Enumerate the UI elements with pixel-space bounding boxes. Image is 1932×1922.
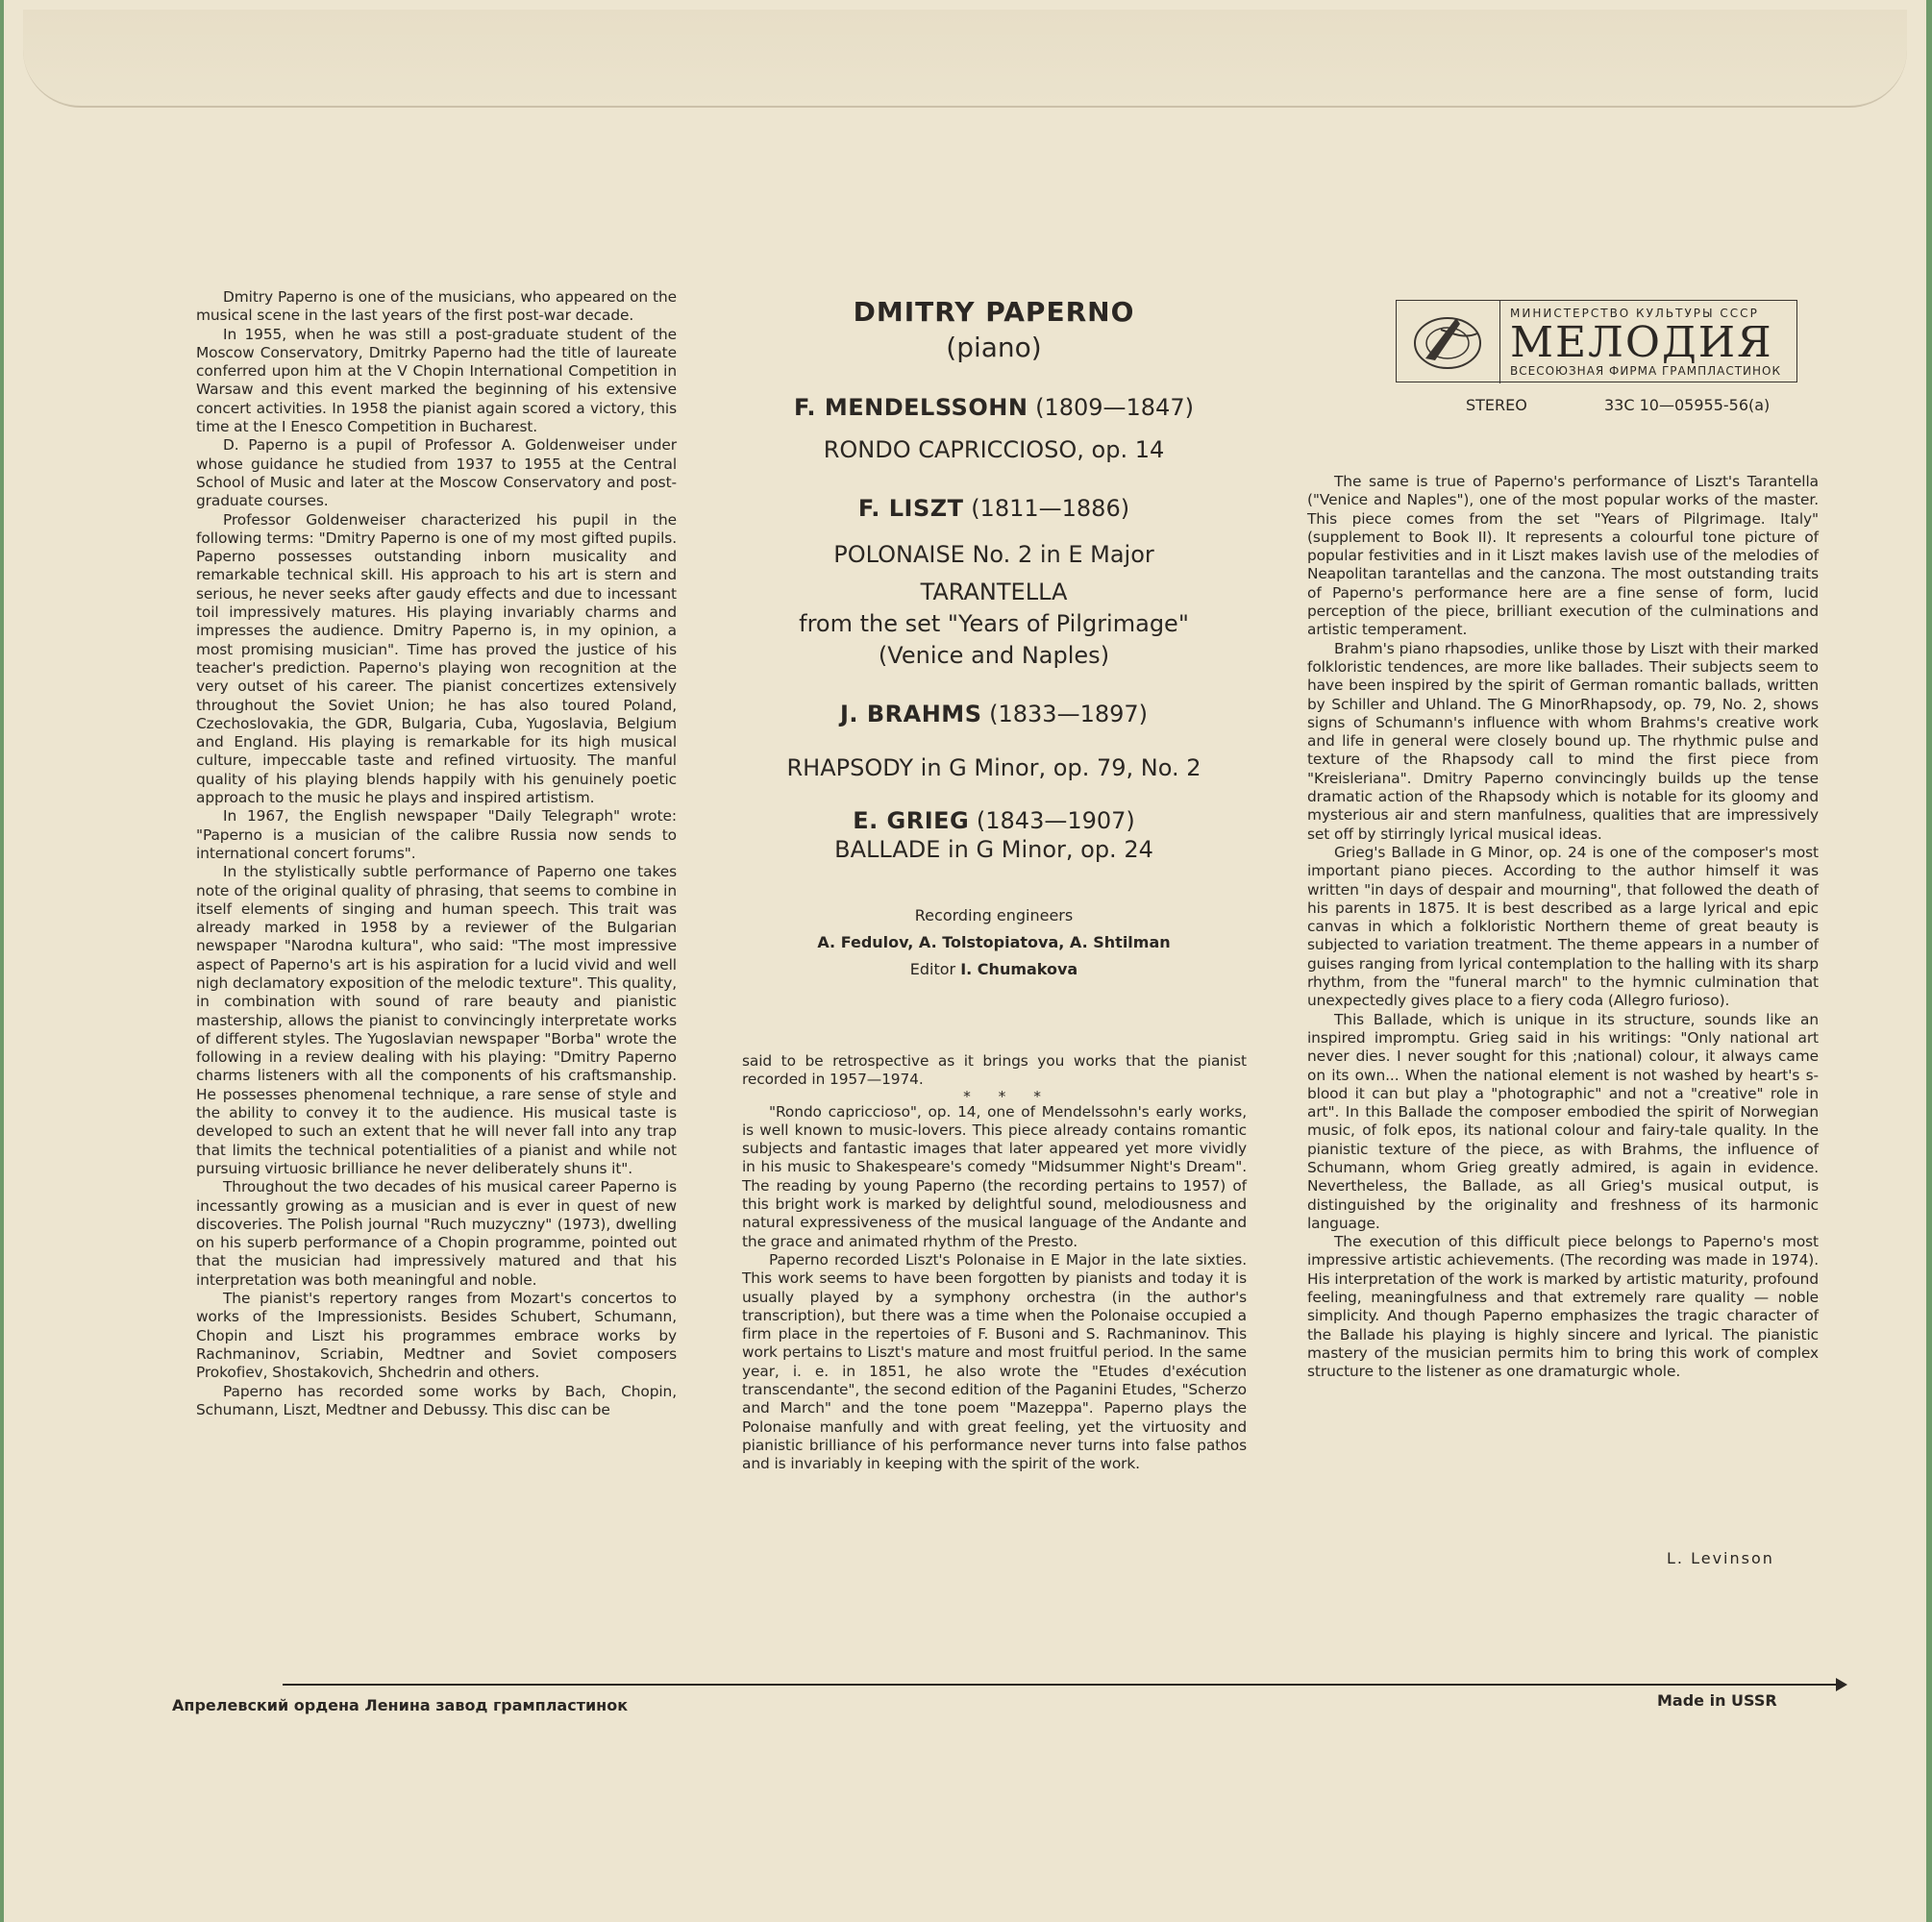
paragraph: Brahm's piano rhapsodies, unlike those by Liszt with their marked folkloristic tendences, are more like ballades. Their subjects seem to have been inspired by the spirit of German romantic ballads, written by Schiller and Uhland. The G MinorRhapsody, op. 79, No. 2, shows signs of Schumann's influence with whom Brahms's creative work and life in general were closely bound up. The rhythmic pulse and texture of the Rhapsody call to mind the first piece from "Kreisleriana". Dmitry Paperno convincingly builds up the tense dramatic action of the Rhapsody which is notable for its gloomy and mysterious air and stern manfulness, qualities that are impressively set off by stirringly lyrical musical ideas.	[1307, 639, 1819, 843]
work-title: TARANTELLA	[920, 579, 1068, 605]
liner-notes-middle-column	[742, 1052, 1247, 1474]
stereo-label: STEREO	[1466, 396, 1527, 414]
recording-credits	[744, 902, 1244, 983]
liner-notes-right-column	[1307, 473, 1819, 1382]
paragraph: Professor Goldenweiser characterized his pupil in the following terms: "Dmitry Paperno is one of my most gifted pupils. Paperno possesses outstanding inborn musicality and remarkable technical skill. His approach to his art is stern and serious, he never seeks after gaudy effects and due to incessant toil impressively matures. His playing invariably charms and impresses the audience. Dmitry Paperno is, in my opinion, a most promising musician". Time has proved the justice of his teacher's prediction. Paperno's playing won recognition at the very outset of his career. The pianist concertizes extensively throughout the Soviet Union; he has also toured Poland, Czechoslovakia, the GDR, Bulgaria, Cuba, Yugoslavia, Belgium and England. His playing is remarkable for its high musical culture, impeccable taste and refined virtuosity. The manful quality of his playing blends happily with his genuinely poetic approach to the music he plays and inspired artistism.	[196, 510, 677, 807]
paragraph: Dmitry Paperno is one of the musicians, who appeared on the musical scene in the last years of the first post-war decade.	[196, 288, 677, 325]
artist-name: DMITRY PAPERNO	[853, 296, 1135, 328]
composer-heading: J. BRAHMS (1833—1897)	[839, 701, 1149, 727]
paragraph: The execution of this difficult piece belongs to Paperno's most impressive artistic achievements. (The recording was made in 1974). His interpretation of the work is marked by artistic maturity, profound feeling, meaningfulness and that extremely rare quality — noble simplicity. And though Paperno emphasizes the tragic character of the Ballade his playing is highly sincere and lyrical. The pianistic mastery of the musician permits him to bring this work of complex structure to the listener as one dramaturgic whole.	[1307, 1233, 1819, 1381]
work-title: RHAPSODY in G Minor, op. 79, No. 2	[786, 754, 1201, 781]
paragraph: In 1967, the English newspaper "Daily Telegraph" wrote: "Paperno is a musician of the calibre Russia now sends to international concert forums".	[196, 807, 677, 862]
melodiya-emblem-icon	[1397, 301, 1500, 383]
paragraph: In the stylistically subtle performance of Paperno one takes note of the original quality of phrasing, that seems to combine in itself elements of singing and human speech. This trait was already marked in 1958 by a reviewer of the Bulgarian newspaper "Narodna kultura", who said: "The most impressive aspect of Paperno's art is his aspiration for a lucid vivid and well nigh declamatory exposition of the melodic texture". This quality, in combination with sound of rare beauty and pianistic mastership, allows the pianist to convincingly interpretate works of different styles. The Yugoslavian newspaper "Borba" wrote the following in a review dealing with his playing: "Dmitry Paperno charms listeners with all the components of his craftsmanship. He possesses phenomenal technique, a rare sense of style and the ability to convey it to the audience. His musical taste is developed to such an extent that he will never fall into any trap that limits the technical potentialities of a pianist and while not pursuing virtuosic brilliance he never deliberately shuns it".	[196, 863, 677, 1177]
engineers-label: Recording engineers	[914, 906, 1074, 924]
work-title: RONDO CAPRICCIOSO, op. 14	[823, 436, 1165, 463]
artist-instrument: (piano)	[946, 332, 1042, 363]
melodiya-logo	[1396, 300, 1797, 382]
paragraph: In 1955, when he was still a post-graduate student of the Moscow Conservatory, Dmitrky Paperno had the title of laureate conferred upon him at the V Chopin International Competition in Warsaw and this event marked the beginning of his extensive concert activities. In 1958 the pianist again scored a victory, this time at the I Enesco Competition in Bucharest.	[196, 325, 677, 436]
editor-line: Editor I. Chumakova	[909, 960, 1078, 978]
brand-name: МЕЛОДИЯ	[1510, 318, 1773, 367]
sleeve-flap	[23, 10, 1907, 108]
record-sleeve-back	[4, 0, 1926, 1922]
author-signature: L. Levinson	[1667, 1549, 1774, 1567]
footer-rule	[283, 1684, 1840, 1686]
composer-heading: E. GRIEG (1843—1907)	[853, 807, 1135, 834]
paragraph: Paperno recorded Liszt's Polonaise in E Major in the late sixties. This work seems to have been forgotten by pianists and today it is usually played by a symphony orchestra (in the author's transcription), but there was a time when the Polonaise occupied a firm place in the repertoies of F. Busoni and S. Rachmaninov. This work pertains to Liszt's mature and most fruitful period. In the same year, i. e. in 1851, he also wrote the "Etudes d'exécution transcendante", the second edition of the Paganini Etudes, "Scherzo and March" and the tone poem "Mazeppa". Paperno plays the Polonaise manfully and with great feeling, yet the virtuosity and pianistic brilliance of his performance never turns into false pathos and is invariably in keeping with the spirit of the work.	[742, 1250, 1247, 1473]
firm-text: ВСЕСОЮЗНАЯ ФИРМА ГРАМПЛАСТИНОК	[1510, 364, 1782, 378]
paragraph: Grieg's Ballade in G Minor, op. 24 is one of the composer's most important piano pieces. According to the author himself it was written "in days of despair and mourning", that followed the death of his parents in 1875. It is best described as a large lyrical and epic canvas in which a folkloristic Northern theme of great beauty is subjected to variation treatment. The theme appears in a number of guises ranging from lyrical contemplation to the halling with its sharp rhythm, from the "funeral march" to the hymnic culmination that unexpectedly gives place to a fiery coda (Allegro furioso).	[1307, 843, 1819, 1010]
work-subtitle: from the set "Years of Pilgrimage"	[799, 610, 1189, 637]
paragraph: said to be retrospective as it brings you works that the pianist recorded in 1957—1974.	[742, 1052, 1247, 1089]
footer-rule-arrow	[1836, 1678, 1847, 1691]
paragraph: "Rondo capriccioso", op. 14, one of Mendelssohn's early works, is well known to music-lovers. This piece already contains romantic subjects and fantastic images that later appeared yet more vividly in his music to Shakespeare's comedy "Midsummer Night's Dream". The reading by young Paperno (the recording pertains to 1957) of this bright work is marked by delightful sound, melodiousness and natural expressiveness of the musical language of the Andante and the grace and animated rhythm of the Presto.	[742, 1102, 1247, 1250]
composer-heading: F. LISZT (1811—1886)	[857, 495, 1130, 522]
work-title: BALLADE in G Minor, op. 24	[834, 836, 1153, 863]
ministry-text: МИНИСТЕРСТВО КУЛЬТУРЫ СССР	[1510, 307, 1759, 320]
paragraph: Throughout the two decades of his musical career Paperno is incessantly growing as a musician and is ever in quest of new discoveries. The Polish journal "Ruch muzyczny" (1973), dwelling on his superb performance of a Chopin programme, pointed out that the musician had impressively matured and that his interpretation was both meaningful and noble.	[196, 1178, 677, 1289]
section-divider: * * *	[963, 1087, 1053, 1105]
paragraph: This Ballade, which is unique in its structure, sounds like an inspired impromptu. Grieg said in his writings: "Only national art never dies. I never sought for this ;national) colour, it always came on its own... When the national element is not washed by heart's s-blood it can but play a "photographic" and not a "creative" role in art". In this Ballade the composer embodied the spirit of Norwegian music, of folk epos, its national colour and fairy-tale quality. In the pianistic texture of the piece, as with Brahms, the influence of Schumann, whom Grieg greatly admired, is again in evidence. Nevertheless, the Ballade, as all Grieg's musical output, is distinguished by the originality and freshness of its harmonic language.	[1307, 1010, 1819, 1232]
work-subtitle: (Venice and Naples)	[878, 642, 1110, 669]
paragraph: The pianist's repertory ranges from Mozart's concertos to works of the Impressionists. Besides Schubert, Schumann, Chopin and Liszt his programmes embrace works by Rachmaninov, Scriabin, Medtner and Soviet composers Prokofiev, Shostakovich, Shchedrin and others.	[196, 1290, 677, 1382]
pressing-plant: Апрелевский ордена Ленина завод грампластинок	[172, 1696, 629, 1714]
work-title: POLONAISE No. 2 in E Major	[833, 541, 1154, 568]
program-listing	[744, 288, 1244, 983]
composer-heading: F. MENDELSSOHN (1809—1847)	[794, 394, 1194, 421]
paragraph: Paperno has recorded some works by Bach, Chopin, Schumann, Liszt, Medtner and Debussy. This disc can be	[196, 1382, 677, 1418]
catalog-number: 33С 10—05955-56(а)	[1604, 396, 1771, 414]
paragraph: The same is true of Paperno's performance of Liszt's Tarantella ("Venice and Naples"), one of the most popular works of the master. This piece comes from the set "Years of Pilgrimage. Italy" (supplement to Book II). It represents a colourful tone picture of popular festivities and in it Liszt makes lavish use of the melodies of Neapolitan tarantellas and the canzona. The most outstanding traits of Paperno's performance here are a fine sense of form, lucid perception of the piece, brilliant execution of the culminations and artistic temperament.	[1307, 473, 1819, 639]
paragraph: D. Paperno is a pupil of Professor A. Goldenweiser under whose guidance he studied from 1937 to 1955 at the Central School of Music and later at the Moscow Conservatory and post-graduate courses.	[196, 436, 677, 510]
engineers-names: A. Fedulov, A. Tolstopiatova, A. Shtilman	[817, 933, 1171, 951]
liner-notes-left-column	[196, 288, 677, 1419]
made-in: Made in USSR	[1657, 1691, 1777, 1710]
